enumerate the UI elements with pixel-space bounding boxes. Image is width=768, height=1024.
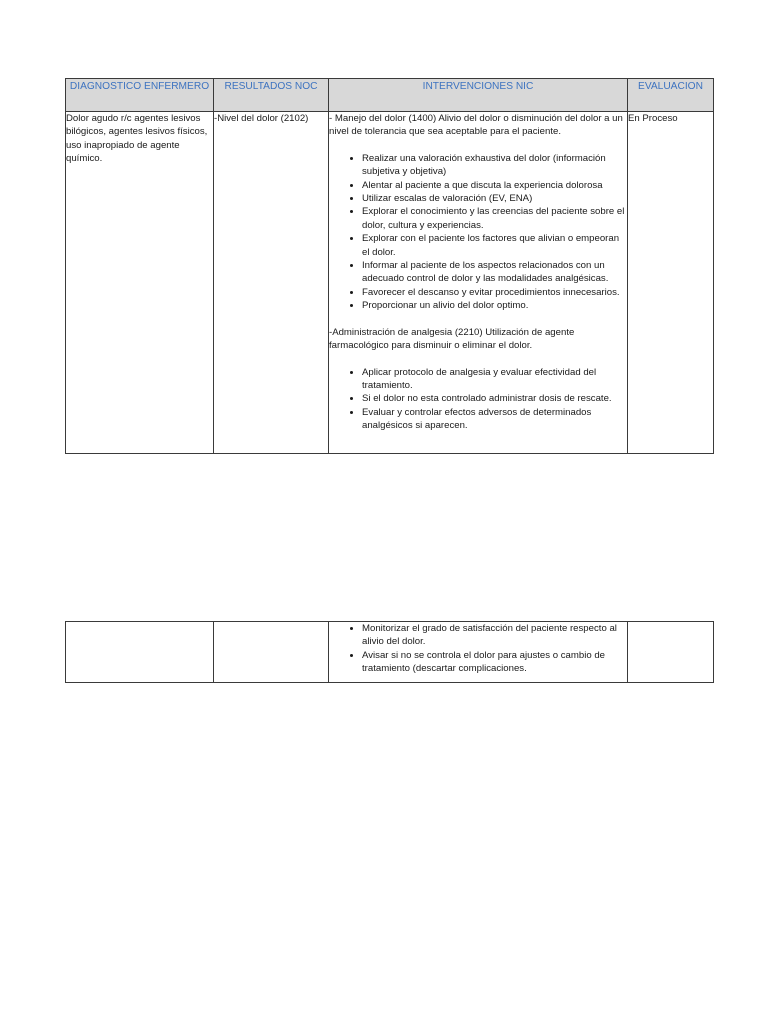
section-spacer (329, 313, 627, 326)
list-item: • Monitorizar el grado de satisfacción del paciente respecto al alivio del dolor. (362, 622, 627, 649)
diagnostico-cell (66, 112, 214, 454)
header-diagnostico: DIAGNOSTICO ENFERMERO (66, 79, 214, 112)
list-item: • Explorar con el paciente los factores que alivian o empeoran el dolor. (362, 232, 627, 259)
empty-cell (66, 622, 214, 683)
section2-title: -Administración de analgesia (2210) Utilización de agente farmacológico para disminuir o eliminar el dolor. (329, 326, 575, 352)
list-item: • Si el dolor no esta controlado administrar dosis de rescate. (362, 392, 627, 405)
intervenciones-continuation-cell (329, 622, 628, 683)
empty-cell (214, 622, 329, 683)
list-item: • Utilizar escalas de valoración (EV, ENA) (362, 192, 627, 205)
intervenciones-cell (329, 112, 628, 454)
section1-title: - Manejo del dolor (1400) Alivio del dolor o disminución del dolor a un nivel de tolerancia que sea aceptable para el paciente. (329, 113, 623, 138)
list-item: • Evaluar y controlar efectos adversos de determinados analgésicos si aparecen. (362, 406, 627, 433)
resultados-cell (214, 112, 329, 454)
section2-list (329, 366, 627, 433)
list-item: • Proporcionar un alivio del dolor optimo. (362, 299, 627, 312)
header-intervenciones: INTERVENCIONES NIC (329, 79, 628, 112)
list-item: • Informar al paciente de los aspectos relacionados con un adecuado control de dolor y las modalidades analgésicas. (362, 259, 627, 286)
table-row (66, 622, 714, 683)
list-item: • Avisar si no se controla el dolor para ajustes o cambio de tratamiento (descartar complicaciones. (362, 649, 627, 676)
list-item: • Aplicar protocolo de analgesia y evaluar efectividad del tratamiento. (362, 366, 627, 393)
header-row (66, 79, 714, 112)
diagnostico-text: Dolor agudo r/c agentes lesivos bilógicos, agentes lesivos físicos, uso inapropiado de agente químico. (66, 113, 208, 165)
continuation-list (329, 622, 627, 676)
care-plan-table (65, 78, 714, 454)
resultados-text: -Nivel del dolor (2102) (214, 113, 309, 124)
list-item: • Favorecer el descanso y evitar procedimientos innecesarios. (362, 286, 627, 299)
evaluacion-text: En Proceso (628, 113, 678, 124)
section1-list (329, 152, 627, 313)
list-item: • Alentar al paciente a que discuta la experiencia dolorosa (362, 179, 627, 192)
table-row (66, 112, 714, 454)
empty-cell (628, 622, 714, 683)
header-resultados: RESULTADOS NOC (214, 79, 329, 112)
list-item: • Realizar una valoración exhaustiva del dolor (información subjetiva y objetiva) (362, 152, 627, 179)
evaluacion-cell (628, 112, 714, 454)
list-item: • Explorar el conocimiento y las creencias del paciente sobre el dolor, cultura y experiencias. (362, 205, 627, 232)
header-evaluacion: EVALUACION (628, 79, 714, 112)
care-plan-table-continuation (65, 621, 714, 683)
